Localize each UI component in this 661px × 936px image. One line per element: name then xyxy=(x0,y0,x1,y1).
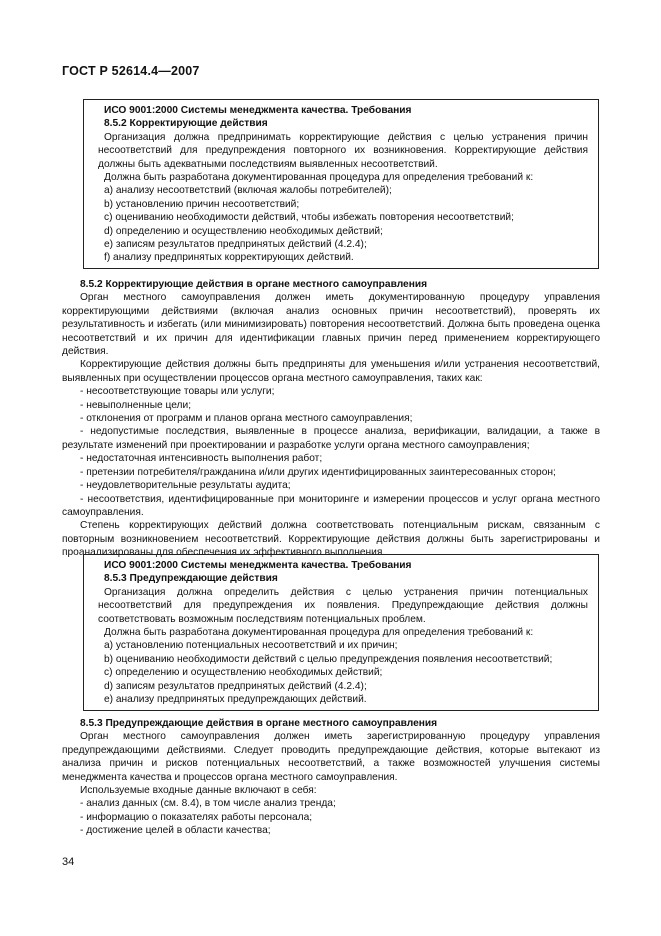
list-item: - отклонения от программ и планов органа местного самоуправления; xyxy=(80,413,413,425)
iso-quote-box-preventive xyxy=(83,554,599,711)
list-item: с) оцениванию необходимости действий, чтобы избежать повторения несоответствий; xyxy=(104,212,514,224)
list-item: - недопустимые последствия, выявленные в процессе анализа, верификации, валидации, а также в результате изменений при проектировании и разработке услуги органа местного самоуправления; xyxy=(62,426,600,451)
section-paragraph: Корректирующие действия должны быть предприняты для уменьшения и/или устранения несоответствий, выявленных при осуществлении процессов органа местного самоуправления, таких как: xyxy=(62,359,600,384)
box-paragraph: Должна быть разработана документированная процедура для определения требований к: xyxy=(104,172,534,184)
list-item: - претензии потребителя/гражданина и/или других идентифицированных заинтересованных сторон; xyxy=(80,466,556,478)
page-number: 34 xyxy=(62,856,75,868)
list-item: е) анализу предпринятых предупреждающих действий. xyxy=(104,694,367,706)
list-item: - несоответствия, идентифицированные при мониторинге и измерении процессов и услуг органа местного самоуправления. xyxy=(62,493,600,518)
list-item: - несоответствующие товары или услуги; xyxy=(80,386,275,398)
list-item: е) записям результатов предпринятых действий (4.2.4); xyxy=(104,239,367,251)
list-item: - информацию о показателях работы персонала; xyxy=(80,811,313,823)
list-item: - достижение целей в области качества; xyxy=(80,825,271,837)
box-paragraph: Организация должна определить действия с целью устранения причин потенциальных несоответствий для предупреждения их появления. Предупреждающие действия должны соответствовать возможным последствиям потенциальных проблем. xyxy=(98,586,588,625)
box-paragraph: Должна быть разработана документированная процедура для определения требований к: xyxy=(104,627,534,639)
box-subtitle: 8.5.2 Корректирующие действия xyxy=(104,118,268,130)
box-paragraph: Организация должна предпринимать корректирующие действия с целью устранения причин несоответствий для предупреждения повторного их возникновения. Корректирующие действия должны быть адекватными последствиям выявленных несоответствий. xyxy=(98,131,588,170)
list-item: - анализ данных (см. 8.4), в том числе анализ тренда; xyxy=(80,798,336,810)
section-paragraph: Орган местного самоуправления должен иметь документированную процедуру управления корректирующими действиями (включая анализ основных причин несоответствий), проверять их результативность и избегать (или минимизировать) повторения несоответствий. Должна быть проведена оценка несоответствий и их причин для идентификации главных причин перед применением корректирующего действия. xyxy=(62,292,600,358)
list-item: b) установлению причин несоответствий; xyxy=(104,198,300,210)
list-item: d) записям результатов предпринятых действий (4.2.4); xyxy=(104,680,367,692)
list-item: а) анализу несоответствий (включая жалобы потребителей); xyxy=(104,185,392,197)
list-item: с) определению и осуществлению необходимых действий; xyxy=(104,667,383,679)
list-item: - невыполненные цели; xyxy=(80,399,192,411)
section-heading: 8.5.3 Предупреждающие действия в органе местного самоуправления xyxy=(80,718,438,729)
section-corrective-actions xyxy=(62,278,600,560)
section-preventive-actions xyxy=(62,717,600,838)
list-item: f) анализу предпринятых корректирующих действий. xyxy=(104,252,354,264)
iso-quote-box-corrective xyxy=(83,99,599,269)
box-title: ИСО 9001:2000 Системы менеджмента качества. Требования xyxy=(104,105,412,116)
list-item: - недостаточная интенсивность выполнения работ; xyxy=(80,453,323,465)
section-paragraph: Используемые входные данные включают в себя: xyxy=(80,785,317,797)
list-item: d) определению и осуществлению необходимых действий; xyxy=(104,225,383,237)
list-item: b) оцениванию необходимости действий с целью предупреждения появления несоответствий; xyxy=(104,653,553,665)
box-title: ИСО 9001:2000 Системы менеджмента качества. Требования xyxy=(104,560,412,571)
document-code-header: ГОСТ Р 52614.4—2007 xyxy=(62,64,200,78)
box-subtitle: 8.5.3 Предупреждающие действия xyxy=(104,573,278,585)
section-paragraph: Степень корректирующих действий должна соответствовать потенциальным рискам, связанным с повторным возникновением несоответствий. Корректирующие действия должны быть зарегистрированы и проанализированы для обеспечения их эффективного выполнения. xyxy=(62,520,600,559)
section-paragraph: Орган местного самоуправления должен иметь зарегистрированную процедуру управления предупреждающими действиями. Следует проводить предупреждающие действия, которые вытекают из анализа причин и рисков потенциальных несоответствий, а также возможностей улучшения системы менеджмента качества и процессов органа местного самоуправления. xyxy=(62,731,600,783)
section-heading: 8.5.2 Корректирующие действия в органе местного самоуправления xyxy=(80,279,428,290)
list-item: - неудовлетворительные результаты аудита; xyxy=(80,480,291,492)
list-item: а) установлению потенциальных несоответствий и их причин; xyxy=(104,640,398,652)
